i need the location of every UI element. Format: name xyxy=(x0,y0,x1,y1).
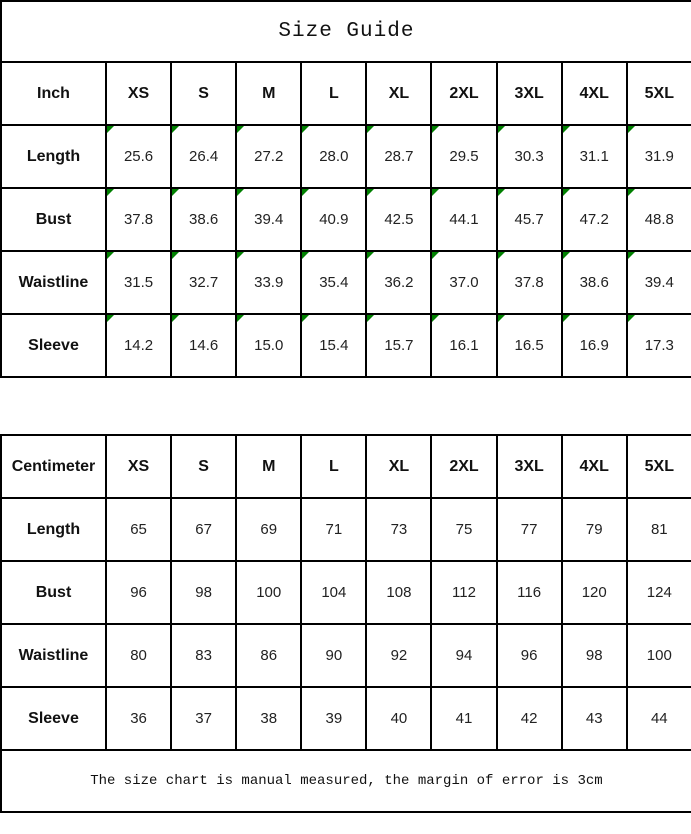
corner-marker-icon xyxy=(302,252,309,259)
corner-marker-icon xyxy=(628,315,635,322)
measurement-row xyxy=(1,251,691,314)
corner-marker-icon xyxy=(237,315,244,322)
value-cell: 77 xyxy=(497,498,562,561)
row-label-cell: Length xyxy=(1,125,106,188)
corner-marker-icon xyxy=(302,126,309,133)
value-cell: 40 xyxy=(366,687,431,750)
value-cell: 14.2 xyxy=(106,314,171,377)
value-cell: 17.3 xyxy=(627,314,691,377)
value-cell: 26.4 xyxy=(171,125,236,188)
corner-marker-icon xyxy=(172,189,179,196)
value-cell: 108 xyxy=(366,561,431,624)
value-cell: 79 xyxy=(562,498,627,561)
corner-marker-icon xyxy=(107,126,114,133)
value-cell: 38 xyxy=(236,687,301,750)
title-row xyxy=(1,1,691,62)
measurement-row xyxy=(1,188,691,251)
value-cell: 69 xyxy=(236,498,301,561)
measurement-row xyxy=(1,687,691,750)
corner-marker-icon xyxy=(367,315,374,322)
table-gap-cell xyxy=(1,377,691,435)
value-cell: 90 xyxy=(301,624,366,687)
corner-marker-icon xyxy=(628,252,635,259)
corner-marker-icon xyxy=(237,189,244,196)
value-cell: 39.4 xyxy=(627,251,691,314)
row-label-cell: Bust xyxy=(1,561,106,624)
value-cell: 41 xyxy=(431,687,496,750)
value-cell: 44 xyxy=(627,687,691,750)
size-header-cell: XL xyxy=(366,435,431,498)
corner-marker-icon xyxy=(628,189,635,196)
value-cell: 81 xyxy=(627,498,691,561)
value-cell: 96 xyxy=(106,561,171,624)
measurement-row xyxy=(1,624,691,687)
size-header-cell: S xyxy=(171,435,236,498)
corner-marker-icon xyxy=(367,189,374,196)
value-cell: 104 xyxy=(301,561,366,624)
value-cell: 42.5 xyxy=(366,188,431,251)
value-cell: 37.8 xyxy=(497,251,562,314)
value-cell: 43 xyxy=(562,687,627,750)
size-header-cell: 3XL xyxy=(497,62,562,125)
value-cell: 30.3 xyxy=(497,125,562,188)
footer-note-row xyxy=(1,750,691,812)
value-cell: 15.0 xyxy=(236,314,301,377)
table-gap-row xyxy=(1,377,691,435)
value-cell: 28.7 xyxy=(366,125,431,188)
value-cell: 36.2 xyxy=(366,251,431,314)
value-cell: 37 xyxy=(171,687,236,750)
corner-marker-icon xyxy=(563,126,570,133)
corner-marker-icon xyxy=(432,189,439,196)
row-label-cell: Sleeve xyxy=(1,314,106,377)
size-header-row xyxy=(1,435,691,498)
value-cell: 39 xyxy=(301,687,366,750)
size-header-cell: 4XL xyxy=(562,62,627,125)
value-cell: 16.5 xyxy=(497,314,562,377)
corner-marker-icon xyxy=(432,126,439,133)
size-header-cell: 2XL xyxy=(431,435,496,498)
value-cell: 112 xyxy=(431,561,496,624)
size-header-cell: 2XL xyxy=(431,62,496,125)
value-cell: 35.4 xyxy=(301,251,366,314)
row-label-cell: Sleeve xyxy=(1,687,106,750)
corner-marker-icon xyxy=(172,315,179,322)
value-cell: 38.6 xyxy=(171,188,236,251)
value-cell: 47.2 xyxy=(562,188,627,251)
size-header-cell: 5XL xyxy=(627,62,691,125)
corner-marker-icon xyxy=(107,189,114,196)
value-cell: 124 xyxy=(627,561,691,624)
corner-marker-icon xyxy=(628,126,635,133)
corner-marker-icon xyxy=(237,252,244,259)
value-cell: 71 xyxy=(301,498,366,561)
corner-marker-icon xyxy=(302,189,309,196)
measurement-row xyxy=(1,498,691,561)
value-cell: 73 xyxy=(366,498,431,561)
footer-note: The size chart is manual measured, the margin of error is 3cm xyxy=(1,750,691,812)
value-cell: 75 xyxy=(431,498,496,561)
value-cell: 98 xyxy=(171,561,236,624)
value-cell: 86 xyxy=(236,624,301,687)
value-cell: 31.1 xyxy=(562,125,627,188)
value-cell: 29.5 xyxy=(431,125,496,188)
size-header-row xyxy=(1,62,691,125)
value-cell: 100 xyxy=(627,624,691,687)
corner-marker-icon xyxy=(432,315,439,322)
corner-marker-icon xyxy=(498,189,505,196)
measurement-row xyxy=(1,125,691,188)
value-cell: 40.9 xyxy=(301,188,366,251)
value-cell: 16.1 xyxy=(431,314,496,377)
value-cell: 100 xyxy=(236,561,301,624)
value-cell: 31.9 xyxy=(627,125,691,188)
value-cell: 67 xyxy=(171,498,236,561)
value-cell: 80 xyxy=(106,624,171,687)
value-cell: 36 xyxy=(106,687,171,750)
corner-marker-icon xyxy=(498,315,505,322)
corner-marker-icon xyxy=(367,126,374,133)
row-label-cell: Length xyxy=(1,498,106,561)
measurement-row xyxy=(1,314,691,377)
row-label-cell: Waistline xyxy=(1,251,106,314)
corner-marker-icon xyxy=(563,189,570,196)
corner-marker-icon xyxy=(498,252,505,259)
value-cell: 37.8 xyxy=(106,188,171,251)
value-cell: 14.6 xyxy=(171,314,236,377)
size-header-cell: L xyxy=(301,435,366,498)
corner-marker-icon xyxy=(563,252,570,259)
value-cell: 92 xyxy=(366,624,431,687)
value-cell: 32.7 xyxy=(171,251,236,314)
value-cell: 65 xyxy=(106,498,171,561)
value-cell: 83 xyxy=(171,624,236,687)
size-header-cell: M xyxy=(236,62,301,125)
value-cell: 39.4 xyxy=(236,188,301,251)
value-cell: 42 xyxy=(497,687,562,750)
value-cell: 16.9 xyxy=(562,314,627,377)
value-cell: 15.4 xyxy=(301,314,366,377)
unit-header-cell: Inch xyxy=(1,62,106,125)
size-header-cell: M xyxy=(236,435,301,498)
value-cell: 15.7 xyxy=(366,314,431,377)
corner-marker-icon xyxy=(367,252,374,259)
value-cell: 33.9 xyxy=(236,251,301,314)
size-header-cell: XS xyxy=(106,435,171,498)
corner-marker-icon xyxy=(107,315,114,322)
row-label-cell: Waistline xyxy=(1,624,106,687)
corner-marker-icon xyxy=(107,252,114,259)
value-cell: 38.6 xyxy=(562,251,627,314)
value-cell: 28.0 xyxy=(301,125,366,188)
value-cell: 37.0 xyxy=(431,251,496,314)
corner-marker-icon xyxy=(237,126,244,133)
row-label-cell: Bust xyxy=(1,188,106,251)
size-header-cell: 3XL xyxy=(497,435,562,498)
page-title: Size Guide xyxy=(1,1,691,62)
size-header-cell: XL xyxy=(366,62,431,125)
corner-marker-icon xyxy=(498,126,505,133)
size-header-cell: S xyxy=(171,62,236,125)
unit-header-cell: Centimeter xyxy=(1,435,106,498)
corner-marker-icon xyxy=(172,126,179,133)
value-cell: 120 xyxy=(562,561,627,624)
value-cell: 44.1 xyxy=(431,188,496,251)
size-header-cell: L xyxy=(301,62,366,125)
corner-marker-icon xyxy=(302,315,309,322)
size-header-cell: 4XL xyxy=(562,435,627,498)
value-cell: 98 xyxy=(562,624,627,687)
value-cell: 48.8 xyxy=(627,188,691,251)
value-cell: 45.7 xyxy=(497,188,562,251)
corner-marker-icon xyxy=(563,315,570,322)
corner-marker-icon xyxy=(172,252,179,259)
value-cell: 27.2 xyxy=(236,125,301,188)
value-cell: 116 xyxy=(497,561,562,624)
size-grid-body xyxy=(1,1,691,812)
measurement-row xyxy=(1,561,691,624)
size-header-cell: XS xyxy=(106,62,171,125)
value-cell: 96 xyxy=(497,624,562,687)
value-cell: 94 xyxy=(431,624,496,687)
value-cell: 31.5 xyxy=(106,251,171,314)
value-cell: 25.6 xyxy=(106,125,171,188)
size-header-cell: 5XL xyxy=(627,435,691,498)
corner-marker-icon xyxy=(432,252,439,259)
